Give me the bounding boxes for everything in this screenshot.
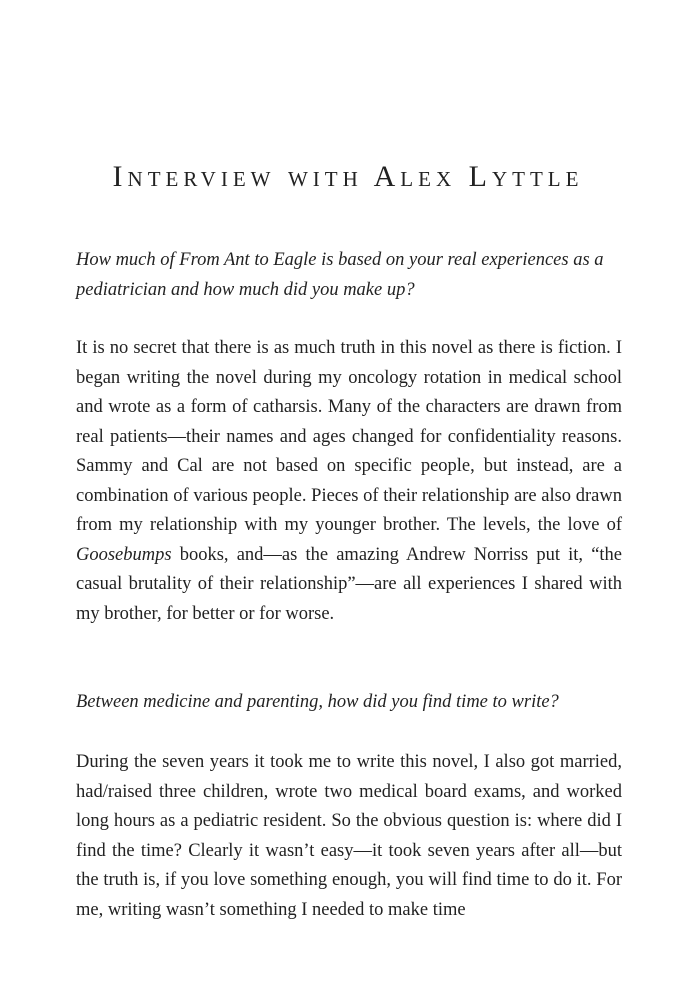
answer-1-text-a: It is no secret that there is as much truth in this novel as there is fiction. I began writing the novel during my oncology rotation in medical school and wrote as a form of catharsis. Many of the characters are drawn from real patients—their names and ages changed for confidentiality reasons. Sammy and Cal are not based on specific people, but instead, are a combination of various people. Pieces of their relationship are also drawn from my relationship with my younger brother. The levels, the love of [76, 338, 622, 535]
answer-2: During the seven years it took me to write this novel, I also got married, had/raised three children, wrote two medical board exams, and worked long hours as a pediatric resident. So the obvious question is: where did I find the time? Clearly it wasn’t easy—it took seven years after all—but the truth is, if you love something enough, you will find time to do it. For me, writing wasn’t something I needed to make time [76, 752, 622, 920]
book-title-goosebumps: Goosebumps [76, 544, 172, 565]
question-2: Between medicine and parenting, how did you find time to write? [76, 692, 559, 712]
question-1: How much of From Ant to Eagle is based on your real experiences as a pediatrician and how much did you make up? [76, 250, 604, 300]
page-title: Interview with Alex Lyttle [112, 160, 584, 193]
answer-1-text-b: books, and—as the amazing Andrew Norriss put it, “the casual brutality of their relationship”—are all experiences I shared with my brother, for better or for worse. [76, 544, 622, 624]
answer-1 [76, 334, 622, 629]
